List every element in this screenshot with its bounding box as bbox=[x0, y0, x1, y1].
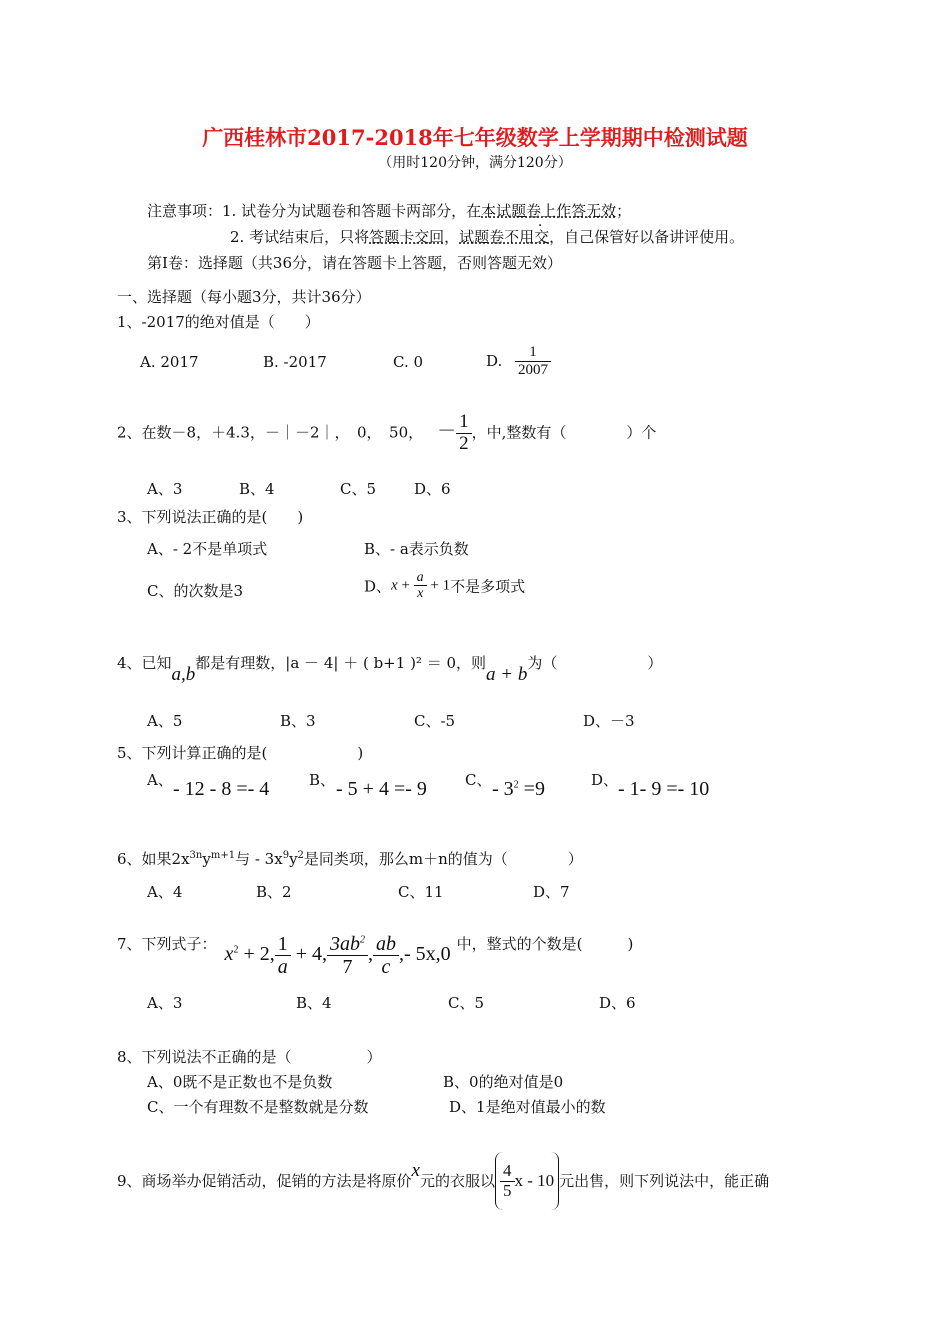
question-1-stem: 1、-2017的绝对值是（ ） bbox=[117, 313, 320, 331]
q7-option-c: C、5 bbox=[448, 994, 485, 1012]
q6-option-c: C、11 bbox=[398, 883, 444, 901]
q2-option-b: B、4 bbox=[239, 480, 275, 498]
question-6-stem: 6、如果$2x^{3n}y^{m+1}$与 - $3x^9y^2$是同类项，那么m＋n的值为（ ） bbox=[117, 850, 583, 868]
emphasis-text: 试题卷不用交 bbox=[459, 228, 550, 246]
q4-option-b: B、3 bbox=[280, 712, 316, 730]
question-4-stem: 4、已知a,b都是有理数，|a － 4| ＋ ( b+1 )² ＝ 0，则a + b为（ ） bbox=[117, 654, 663, 685]
question-9-stem: 9、商场举办促销活动，促销的方法是将原价x元的衣服以 $\frac{4}{5}$ x - 10 元出售，则下列说法中，能正确 bbox=[117, 1152, 769, 1210]
q1-option-b: B. -2017 bbox=[263, 353, 327, 371]
fraction: $\frac{ab}{c}$ bbox=[373, 933, 399, 978]
q8-option-d: D、1是绝对值最小的数 bbox=[449, 1098, 606, 1116]
q2-option-d: D、6 bbox=[414, 480, 451, 498]
q8-option-a: A、0既不是正数也不是负数 bbox=[147, 1073, 333, 1091]
q3-option-a: A、- 2不是单项式 bbox=[147, 540, 268, 558]
q1-option-d: D. $\frac{1}{2007}$ bbox=[486, 344, 551, 378]
emphasis-text: 本试题卷上作答无效 . bbox=[481, 202, 616, 220]
q5-option-b-label: B、 bbox=[309, 771, 336, 789]
q6-option-d: D、7 bbox=[533, 883, 570, 901]
q5-option-d-label: D、 bbox=[591, 771, 619, 789]
expression: $x^2 + 2$, $\frac{1}{a}$ + 4, $\frac{3ab^2}{7}$ , $\frac{ab}{c}$ ,- 5x,0 bbox=[224, 932, 451, 978]
question-2-stem: 2、在数－8，＋4.3，－｜－2｜， 0， 50， － $\frac{1}{2}$ ，中,整数有（ ）个 bbox=[117, 411, 657, 454]
fraction: $\frac{1}{a}$ bbox=[275, 933, 291, 978]
q5-option-a-label: A、 bbox=[147, 771, 173, 789]
q8-option-b: B、0的绝对值是0 bbox=[443, 1073, 564, 1091]
emphasis-text: 答题卡交回 bbox=[369, 228, 445, 246]
q1-option-a: A. 2017 bbox=[140, 353, 199, 371]
fraction: $\frac{4}{5}$ bbox=[500, 1162, 515, 1200]
q6-option-b: B、2 bbox=[256, 883, 292, 901]
fraction: $\frac{1}{2007}$ bbox=[515, 344, 551, 378]
q4-option-d: D、－3 bbox=[583, 712, 635, 730]
q3-option-b: B、- a表示负数 bbox=[364, 540, 469, 558]
q7-option-d: D、6 bbox=[599, 994, 636, 1012]
page-subtitle: （用时120分钟，满分120分） bbox=[378, 155, 572, 171]
question-8-stem: 8、下列说法不正确的是（ ） bbox=[117, 1048, 382, 1066]
q3-option-d: D、x + $\frac{a}{x}$ + 1不是多项式 bbox=[364, 570, 526, 602]
section-note: 第I卷：选择题（共36分，请在答题卡上答题，否则答题无效） bbox=[147, 254, 563, 272]
question-5-stem: 5、下列计算正确的是( ) bbox=[117, 744, 364, 762]
page-title: 广西桂林市2017-2018年七年级数学上学期期中检测试题 bbox=[202, 125, 748, 150]
q2-option-c: C、5 bbox=[340, 480, 377, 498]
question-3-stem: 3、下列说法正确的是( ) bbox=[117, 508, 304, 526]
notes-item-2: 2. 考试结束后，只将答题卡交回，试题卷不用交，自己保管好以备讲评使用。 bbox=[230, 228, 745, 246]
q4-option-a: A、5 bbox=[147, 712, 183, 730]
q7-option-b: B、4 bbox=[296, 994, 332, 1012]
q8-option-c: C、一个有理数不是整数就是分数 bbox=[147, 1098, 369, 1116]
q6-option-a: A、4 bbox=[147, 883, 183, 901]
q2-option-a: A、3 bbox=[147, 480, 183, 498]
q5-option-c-label: C、 bbox=[465, 771, 492, 789]
notes-label: 注意事项： bbox=[147, 202, 223, 220]
fraction: $\frac{3ab^2}{7}$ bbox=[327, 933, 368, 978]
q4-option-c: C、-5 bbox=[414, 712, 456, 730]
q5-option-a-expr: - 12 - 8 =- 4 bbox=[173, 778, 270, 800]
q1-option-c: C. 0 bbox=[393, 353, 424, 371]
q7-option-a: A、3 bbox=[147, 994, 183, 1012]
q5-option-c-expr: - $3^2 =9$ bbox=[492, 778, 545, 800]
q5-option-b-expr: - 5 + 4 =- 9 bbox=[336, 778, 427, 800]
q5-option-d-expr: - 1- 9 =- 10 bbox=[618, 778, 710, 800]
expression: $\frac{4}{5}$ x - 10 bbox=[495, 1152, 559, 1209]
fraction: $\frac{a}{x}$ bbox=[414, 570, 427, 602]
notes-item-1: 注意事项：1. 试卷分为试题卷和答题卡两部分，在本试题卷上作答无效 .； bbox=[147, 200, 631, 221]
question-7-stem: 7、下列式子： $x^2 + 2$, $\frac{1}{a}$ + 4, $\frac{3ab^2}{7}$ , $\frac{ab}{c}$ ,- 5x,0 中，整式的个数是( ) bbox=[117, 932, 634, 978]
section-heading: 一、选择题（每小题3分，共计36分） bbox=[117, 288, 371, 306]
q3-option-c: C、的次数是3 bbox=[147, 582, 244, 600]
fraction: $\frac{1}{2}$ bbox=[456, 412, 472, 455]
